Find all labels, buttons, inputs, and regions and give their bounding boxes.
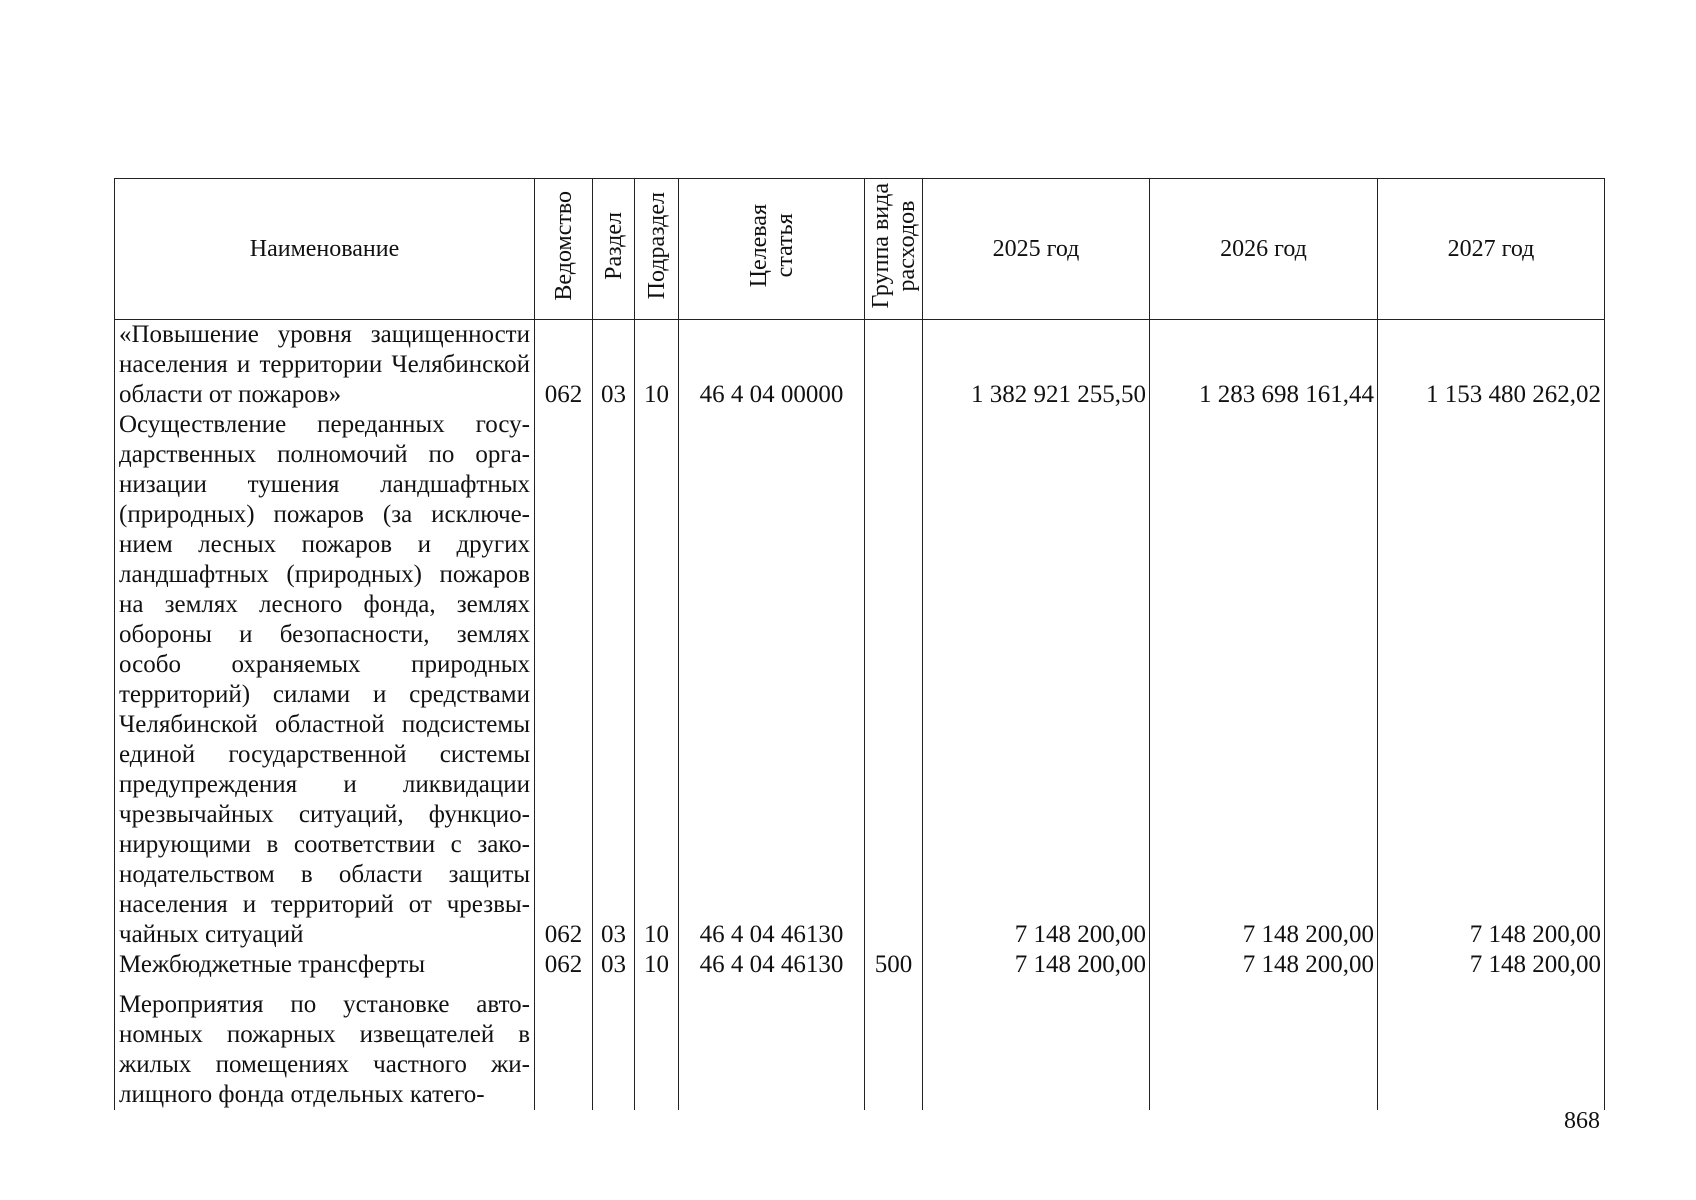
- cell-razdel: 03: [593, 950, 635, 980]
- cell-celevaya-statya: 46 4 04 46130: [679, 950, 865, 980]
- cell-2025: 7 148 200,00: [923, 410, 1150, 950]
- cell-gruppa: [865, 980, 923, 1110]
- header-gruppa-vida-rashodov: Группа вида расходов: [865, 179, 923, 320]
- cell-2026: 1 283 698 161,44: [1150, 320, 1378, 411]
- cell-celevaya-statya: [679, 980, 865, 1110]
- header-celevaya-statya: Целевая статья: [679, 179, 865, 320]
- header-2025: 2025 год: [923, 179, 1150, 320]
- table-header-row: [115, 179, 1605, 320]
- cell-vedomstvo: 062: [535, 410, 593, 950]
- cell-vedomstvo: 062: [535, 320, 593, 411]
- cell-gruppa: [865, 320, 923, 411]
- row-name: Межбюджетные трансферты: [115, 950, 535, 980]
- cell-2027: 1 153 480 262,02: [1378, 320, 1605, 411]
- cell-razdel: 03: [593, 410, 635, 950]
- cell-podrazdel: 10: [635, 320, 679, 411]
- cell-celevaya-statya: 46 4 04 00000: [679, 320, 865, 411]
- table-row: [115, 410, 1605, 950]
- cell-vedomstvo: 062: [535, 950, 593, 980]
- cell-2027: [1378, 980, 1605, 1110]
- header-2027: 2027 год: [1378, 179, 1605, 320]
- cell-2026: 7 148 200,00: [1150, 410, 1378, 950]
- row-name: Осуществление переданных государственных полномочий по организации тушения ландшафтных (природных) пожаров (за исключением лесных пожаров и других ландшафтных (природных) пожаров на землях лесного фонда, землях обороны и безопасности, землях особо охраняемых природных территорий) силами и средствами Челябинской областной подсистемы единой государственной системы предупреждения и ликвидации чрезвычайных ситуаций, функционирующими в соответствии с законодательством в области защиты населения и территорий от чрезвычайных ситуаций: [115, 410, 535, 950]
- cell-podrazdel: [635, 980, 679, 1110]
- cell-2026: 7 148 200,00: [1150, 950, 1378, 980]
- cell-2025: 1 382 921 255,50: [923, 320, 1150, 411]
- cell-podrazdel: 10: [635, 410, 679, 950]
- header-name: Наименование: [115, 179, 535, 320]
- page-number: 868: [1564, 1108, 1600, 1134]
- cell-2027: 7 148 200,00: [1378, 410, 1605, 950]
- table-row: [115, 320, 1605, 411]
- row-name: «Повышение уровня защищенности населения и территории Челябинской области от пожаров»: [115, 320, 535, 411]
- header-podrazdel: Подраздел: [635, 179, 679, 320]
- cell-2025: 7 148 200,00: [923, 950, 1150, 980]
- cell-gruppa: 500: [865, 950, 923, 980]
- cell-razdel: [593, 980, 635, 1110]
- table-row: [115, 950, 1605, 980]
- cell-razdel: 03: [593, 320, 635, 411]
- header-vedomstvo: Ведомство: [535, 179, 593, 320]
- table-row: [115, 980, 1605, 1110]
- budget-table: [114, 178, 1605, 1110]
- header-razdel: Раздел: [593, 179, 635, 320]
- cell-2026: [1150, 980, 1378, 1110]
- cell-2027: 7 148 200,00: [1378, 950, 1605, 980]
- cell-celevaya-statya: 46 4 04 46130: [679, 410, 865, 950]
- cell-podrazdel: 10: [635, 950, 679, 980]
- cell-gruppa: [865, 410, 923, 950]
- row-name: Мероприятия по установке автономных пожарных извещателей в жилых помещениях частного жилищного фонда отдельных катего-: [115, 980, 535, 1110]
- cell-vedomstvo: [535, 980, 593, 1110]
- cell-2025: [923, 980, 1150, 1110]
- header-2026: 2026 год: [1150, 179, 1378, 320]
